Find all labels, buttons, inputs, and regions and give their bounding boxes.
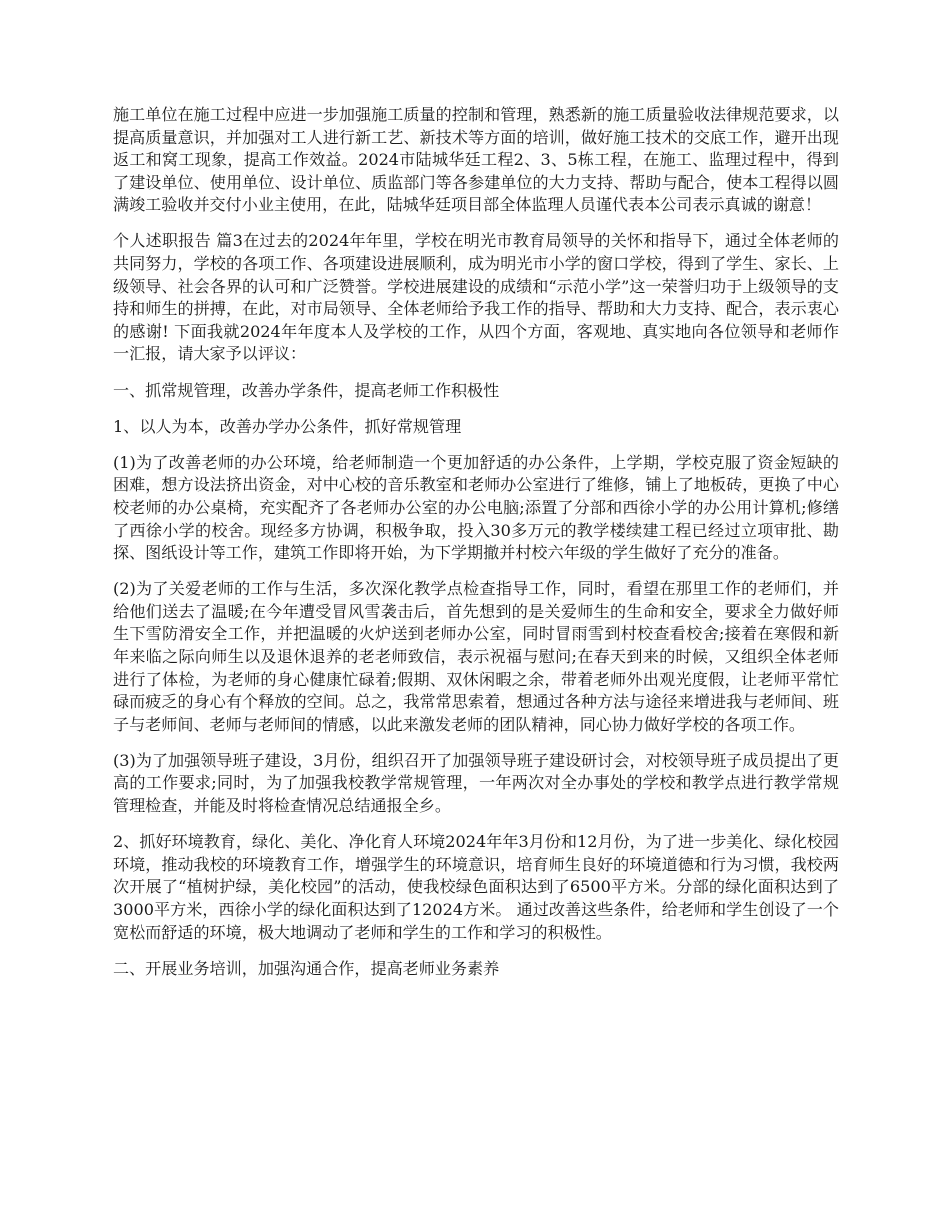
heading-section-one: 一、抓常规管理，改善办学条件，提高老师工作积极性 — [113, 380, 500, 400]
paragraph-point-2: (2)为了关爱老师的工作与生活，多次深化教学点检查指导工作，同时，看望在那里工作的老师们，并给他们送去了温暖;在今年遭受冒风雪袭击后，首先想到的是关爱师生的生命和安全，要求全力做好师生下雪防滑安全工作，并把温暖的火炉送到老师办公室，同时冒雨雪到村校查看校舍;接着在寒假和新年来临之际向师生以及退休退养的老老师致信，表示祝福与慰问;在春天到来的时候，又组织全体老师进行了体检，为老师的身心健康忙碌着;假期、双休闲暇之余，带着老师外出观光度假，让老师平常忙碌而疲乏的身心有个释放的空间。总之，我常常思索着，想通过各种方法与途径来增进我与老师间、班子与老师间、老师与老师间的情感，以此来激发老师的团队精神，同心协力做好学校的各项工作。 — [113, 579, 839, 734]
paragraph-report-intro: 个人述职报告 篇3在过去的2024年年里，学校在明光市教育局领导的关怀和指导下，通过全体老师的共同努力，学校的各项工作、各项建设进展顺利，成为明光市小学的窗口学校，得到了学生、家长、上级领导、社会各界的认可和广泛赞誉。学校进展建设的成绩和“示范小学”这一荣誉归功于上级领导的支持和师生的拼搏，在此，对市局领导、全体老师给予我工作的指导、帮助和大力支持、配合，表示衷心的感谢! 下面我就2024年年度本人及学校的工作，从四个方面，客观地、真实地向各位领导和老师作一汇报，请大家予以评议： — [113, 231, 839, 364]
paragraph-point-3: (3)为了加强领导班子建设，3月份，组织召开了加强领导班子建设研讨会，对校领导班子成员提出了更高的工作要求;同时，为了加强我校教学常规管理，一年两次对全办事处的学校和教学点进行教学常规管理检查，并能及时将检查情况总结通报全乡。 — [113, 750, 839, 816]
subheading-item-one: 1、以人为本，改善办学办公条件，抓好常规管理 — [113, 416, 462, 436]
paragraph-point-1: (1)为了改善老师的办公环境，给老师制造一个更加舒适的办公条件，上学期，学校克服了资金短缺的困难，想方设法挤出资金，对中心校的音乐教室和老师办公室进行了维修，铺上了地板砖，更换了中心校老师的办公桌椅，充实配齐了各老师办公室的办公电脑;添置了分部和西徐小学的办公用计算机;修缮了西徐小学的校舍。现经多方协调，积极争取，投入30多万元的教学楼续建工程已经过立项审批、勘探、图纸设计等工作，建筑工作即将开始，为下学期撤并村校六年级的学生做好了充分的准备。 — [113, 452, 839, 563]
document-page — [113, 104, 839, 994]
heading-section-two: 二、开展业务培训，加强沟通合作，提高老师业务素养 — [113, 958, 500, 978]
paragraph-environment: 2、抓好环境教育，绿化、美化、净化育人环境2024年年3月份和12月份，为了进一步美化、绿化校园环境，推动我校的环境教育工作，增强学生的环境意识，培育师生良好的环境道德和行为习惯，我校两次开展了“植树护绿，美化校园”的活动，使我校绿色面积达到了6500平方米。分部的绿化面积达到了3000平方米，西徐小学的绿化面积达到了12024方米。 通过改善这些条件，给老师和学生创设了一个宽松而舒适的环境，极大地调动了老师和学生的工作和学习的积极性。 — [113, 832, 839, 942]
paragraph-construction-quality: 施工单位在施工过程中应进一步加强施工质量的控制和管理，熟悉新的施工质量验收法律规范要求，以提高质量意识，并加强对工人进行新工艺、新技术等方面的培训，做好施工技术的交底工作，避开出现返工和窝工现象，提高工作效益。2024市陆城华廷工程2、3、5栋工程，在施工、监理过程中，得到了建设单位、使用单位、设计单位、质监部门等各参建单位的大力支持、帮助与配合，使本工程得以圆满竣工验收并交付小业主使用，在此，陆城华廷项目部全体监理人员谨代表本公司表示真诚的谢意！ — [113, 105, 839, 215]
